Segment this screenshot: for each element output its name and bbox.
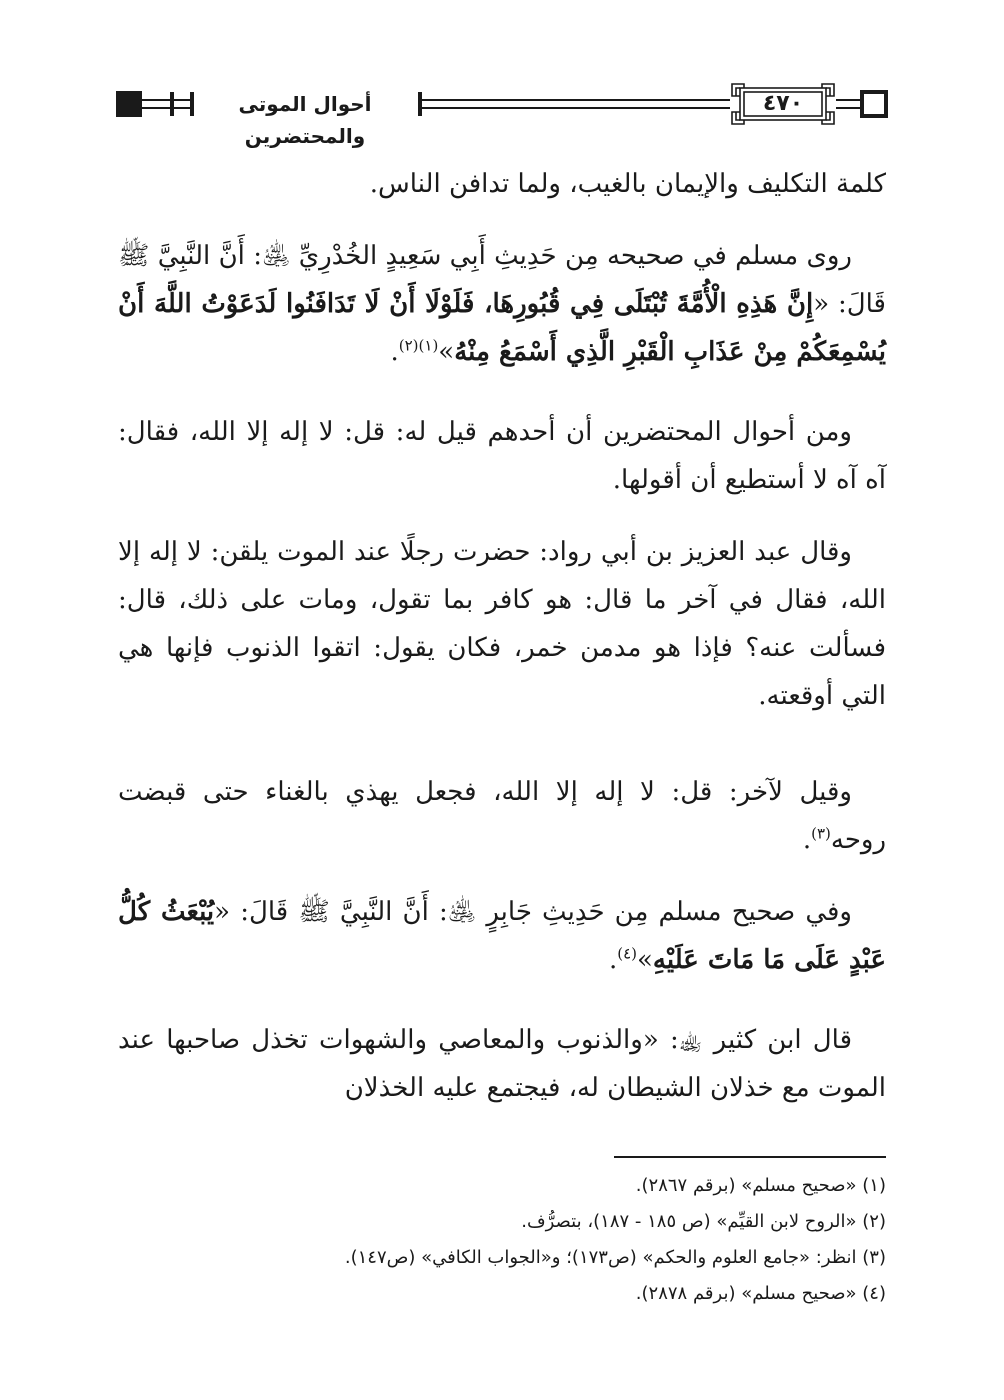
header-rule	[836, 99, 860, 109]
quote-close: »	[636, 945, 653, 975]
paragraph	[118, 528, 886, 720]
hadith-text: إِنَّ هَذِهِ الْأُمَّةَ تُبْتَلَى فِي قُبُورِهَا، فَلَوْلَا أَنْ لَا تَدَافَنُوا لَدَعَوْتُ اللَّهَ أَنْ يُسْمِعَكُمْ مِنْ عَذَابِ الْقَبْرِ الَّذِي أَسْمَعُ مِنْهُ	[118, 289, 886, 367]
footnote: (٣) انظر: «جامع العلوم والحكم» (ص١٧٣)؛ و«الجواب الكافي» (ص١٤٧).	[344, 1247, 886, 1268]
footnote: (١) «صحيح مسلم» (برقم ٢٨٦٧).	[635, 1175, 886, 1196]
paragraph-text	[118, 232, 886, 376]
page-number-frame	[730, 82, 836, 126]
header-corner-box	[860, 90, 888, 118]
period: .	[802, 825, 812, 855]
narration-intro: وفي صحيح مسلم مِن حَدِيثِ جَابِرٍ ﵁: أَنَّ النَّبِيَّ ﷺ قَالَ: «	[214, 897, 852, 927]
footnote: (٢) «الروح لابن القيِّم» (ص ١٨٥ - ١٨٧)، بتصرُّف.	[521, 1211, 886, 1232]
hadith-text: يُبْعَثُ كُلُّ عَبْدٍ عَلَى مَا مَاتَ عَلَيْهِ	[118, 897, 886, 975]
book-title: أحوال الموتى والمحتضرين	[238, 92, 372, 148]
paragraph-text: كلمة التكليف والإيمان بالغيب، ولما تدافن الناس.	[369, 169, 886, 199]
footnote-ref: (٤)	[617, 944, 637, 963]
paragraph-text: ومن أحوال المحتضرين أن أحدهم قيل له: قل: لا إله إلا الله، فقال: آه آه لا أستطيع أن أقولها.	[118, 417, 886, 495]
paragraph-text: قال ابن كثير ﵀: «والذنوب والمعاصي والشهوات تخذل صاحبها عند الموت مع خذلان الشيطان له، فيجتمع عليه الخذلان	[118, 1025, 886, 1103]
paragraph	[118, 1016, 886, 1112]
footnote-ref: (٣)	[811, 824, 831, 843]
page-header	[116, 82, 888, 148]
paragraph-text	[118, 888, 886, 984]
paragraph	[118, 408, 886, 504]
header-rule	[142, 99, 170, 109]
page-number: ٤٧٠	[762, 91, 804, 116]
footnote: (٤) «صحيح مسلم» (برقم ٢٨٧٨).	[635, 1283, 886, 1304]
footnote-ref: (١)(٢)	[398, 336, 439, 355]
narration-intro: روى مسلم في صحيحه مِن حَدِيثِ أَبِي سَعِيدٍ الخُدْرِيِّ ﵁: أَنَّ النَّبِيَّ ﷺ قَالَ: «	[118, 241, 886, 319]
header-corner-block	[116, 91, 142, 117]
quote-close: »	[438, 337, 455, 367]
footnote-separator	[614, 1156, 886, 1158]
paragraph	[118, 768, 886, 864]
paragraph-text	[118, 768, 886, 864]
narration-text: وقيل لآخر: قل: لا إله إلا الله، فجعل يهذي بالغناء حتى قبضت روحه	[118, 777, 886, 855]
paragraph	[118, 160, 886, 208]
paragraph-hadith-jabir	[118, 888, 886, 984]
period: .	[390, 337, 399, 367]
footnotes	[118, 1168, 886, 1312]
paragraph-text: وقال عبد العزيز بن أبي رواد: حضرت رجلًا عند الموت يلقن: لا إله إلا الله، فقال في آخر ما قال: هو كافر بما تقول، ومات على ذلك، قال: فسألت عنه؟ فإذا هو مدمن خمر، فكان يقول: اتقوا الذنوب فإنها هي التي أوقعته.	[118, 537, 886, 711]
paragraph-hadith-abu-said	[118, 232, 886, 376]
header-rule	[422, 99, 730, 109]
header-rule	[174, 99, 190, 109]
period: .	[608, 945, 618, 975]
